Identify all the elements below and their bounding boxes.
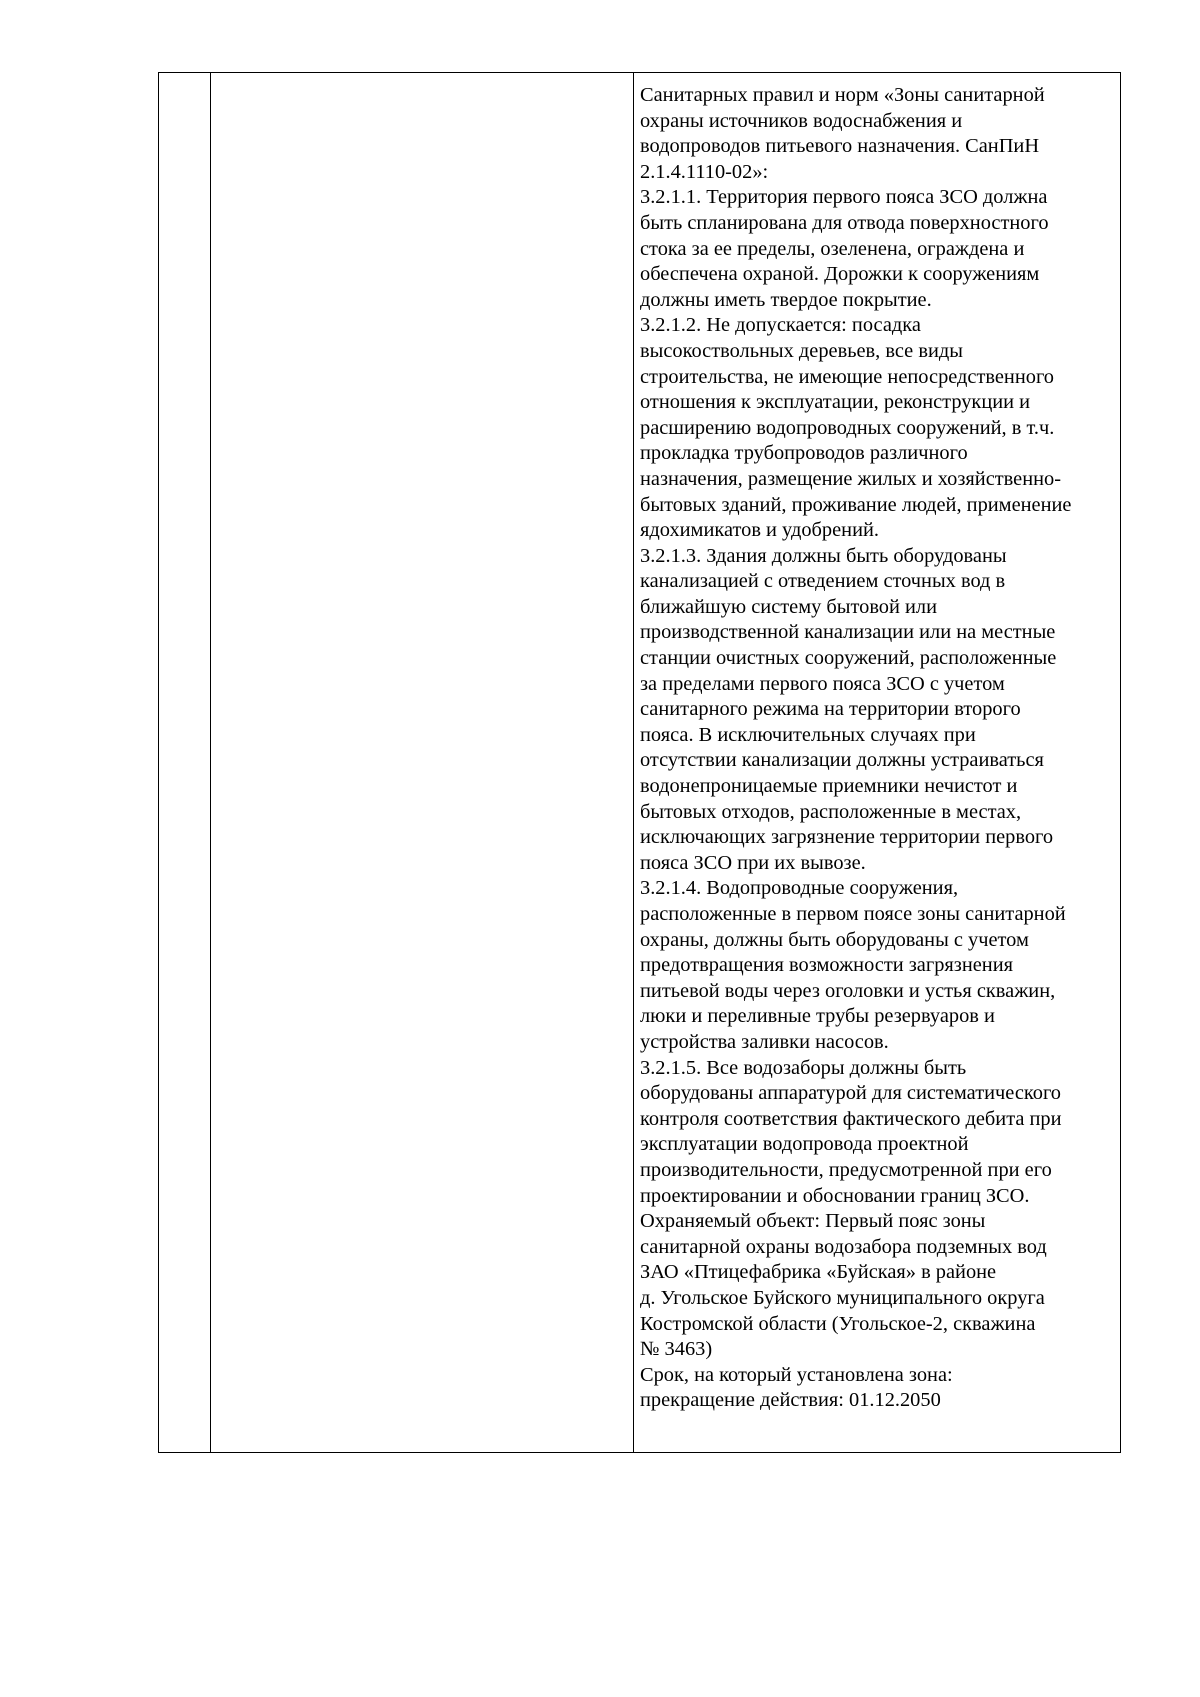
row-content-cell <box>634 73 1121 1453</box>
row-name-cell <box>211 73 634 1453</box>
regulation-table <box>158 72 1121 1453</box>
row-number-cell <box>159 73 211 1453</box>
table-row <box>159 73 1121 1453</box>
regulation-text: Санитарных правил и норм «Зоны санитарной охраны источников водоснабжения и водопроводов питьевого назначения. СанПиН 2.1.4.1110-02»: 3.2.1.1. Территория первого пояса ЗСО должна быть спланирована для отвода поверхностного стока за ее пределы, озеленена, ограждена и обеспечена охраной. Дорожки к сооружениям должны иметь твердое покрытие. 3.2.1.2. Не допускается: посадка высокоствольных деревьев, все виды строительства, не имеющие непосредственного отношения к эксплуатации, реконструкции и расширению водопроводных сооружений, в т.ч. прокладка трубопроводов различного назначения, размещение жилых и хозяйственно- бытовых зданий, проживание людей, применение ядохимикатов и удобрений. 3.2.1.3. Здания должны быть оборудованы канализацией с отведением сточных вод в ближайшую систему бытовой или производственной канализации или на местные станции очистных сооружений, расположенные за пределами первого пояса ЗСО с учетом санитарного режима на территории второго пояса. В исключительных случаях при отсутствии канализации должны устраиваться водонепроницаемые приемники нечистот и бытовых отходов, расположенные в местах, исключающих загрязнение территории первого пояса ЗСО при их вывозе. 3.2.1.4. Водопроводные сооружения, расположенные в первом поясе зоны санитарной охраны, должны быть оборудованы с учетом предотвращения возможности загрязнения питьевой воды через оголовки и устья скважин, люки и переливные трубы резервуаров и устройства заливки насосов. 3.2.1.5. Все водозаборы должны быть оборудованы аппаратурой для систематического контроля соответствия фактического дебита при эксплуатации водопровода проектной производительности, предусмотренной при его проектировании и обосновании границ ЗСО. Охраняемый объект: Первый пояс зоны санитарной охраны водозабора подземных вод ЗАО «Птицефабрика «Буйская» в районе д. Угольское Буйского муниципального округа Костромской области (Угольское-2, скважина № 3463) Срок, на который установлена зона: прекращение действия: 01.12.2050 <box>640 84 1072 1412</box>
